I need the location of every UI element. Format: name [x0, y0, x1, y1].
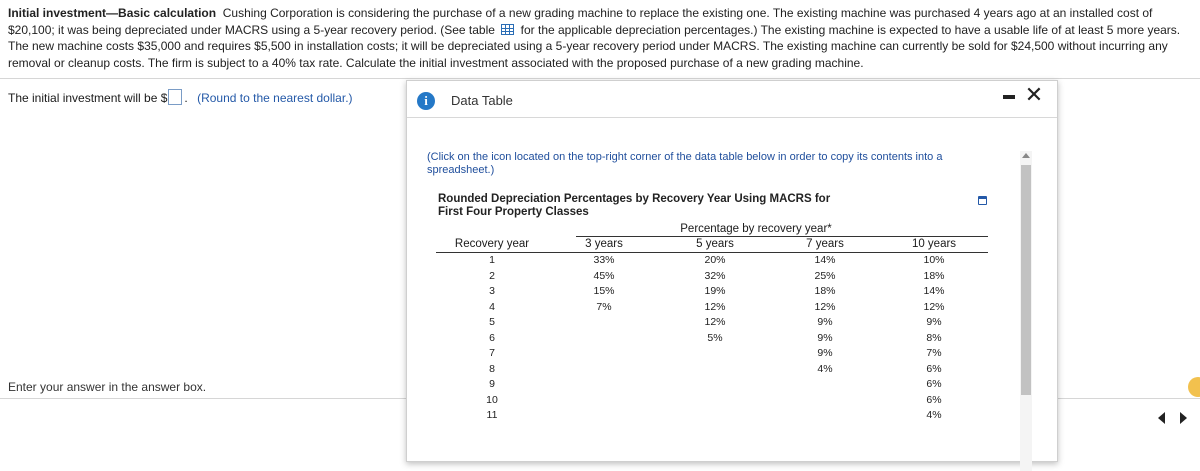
- column-header: 7 years: [770, 238, 880, 253]
- table-cell: [548, 315, 660, 331]
- table-row: [436, 284, 988, 300]
- table-cell: 1: [489, 254, 495, 266]
- table-cell: 45%: [593, 269, 615, 282]
- table-cell: 33%: [593, 254, 615, 266]
- table-cell: 4%: [926, 409, 942, 421]
- table-row: [436, 315, 988, 331]
- table-cell: 12%: [814, 300, 836, 313]
- table-cell: 11: [486, 409, 498, 421]
- table-cell: 12%: [923, 300, 945, 313]
- macrs-table-wrap: [436, 223, 988, 424]
- table-cell: 32%: [704, 269, 726, 282]
- column-header: 5 years: [660, 238, 770, 253]
- table-row: [436, 331, 988, 347]
- table-cell: [660, 362, 770, 378]
- minimize-icon[interactable]: [1003, 95, 1015, 99]
- table-cell: 12%: [704, 316, 726, 328]
- table-row: [436, 393, 988, 409]
- table-cell: 6%: [926, 362, 942, 375]
- problem-text-part2: for the applicable depreciation percentages.) The existing machine is expected to have a usable life of at least 5 more years. The new machine costs $35,000 and requires $5,500 in installation costs; it will be depreciated using a 5-year recovery period under MACRS. The existing machine can currently be sold for $24,500 without incurring any removal or cleanup costs. The firm is subject to a 40% tax rate. Calculate the initial investment associated with the proposed purchase of a new grading machine.: [8, 22, 1181, 70]
- table-cell: [548, 346, 660, 362]
- table-cell: 9%: [926, 316, 942, 328]
- problem-statement: [8, 5, 1192, 71]
- dialog-divider: [407, 117, 1057, 118]
- dialog-body: [427, 151, 1007, 219]
- macrs-table: [436, 238, 988, 424]
- table-row: [436, 408, 988, 424]
- table-cell: 15%: [593, 285, 615, 297]
- table-cell: [770, 408, 880, 424]
- data-table-dialog: [406, 80, 1058, 462]
- problem-title: Initial investment—Basic calculation: [8, 6, 217, 20]
- table-cell: 5: [489, 316, 495, 328]
- enter-answer-text: Enter your answer in the answer box.: [8, 380, 207, 394]
- table-cell: 14%: [814, 254, 836, 266]
- answer-prefix: The initial investment will be $: [8, 91, 168, 105]
- macrs-table-body: [436, 253, 988, 424]
- previous-arrow-icon[interactable]: [1158, 412, 1165, 424]
- dialog-title: Data Table: [451, 93, 513, 108]
- table-cell: 14%: [923, 285, 945, 297]
- scrollbar-thumb[interactable]: [1021, 165, 1031, 395]
- table-cell: 8%: [926, 331, 942, 344]
- table-cell: 25%: [814, 269, 836, 282]
- problem-text-part1: Cushing Corporation is considering the purchase of a new grading machine to replace the existing one. The existing machine was purchased 4 years ago at an installed cost of $20,100; it was being depreciated under MACRS using a 5-year recovery period. (See table: [8, 6, 1153, 37]
- table-cell: 20%: [704, 254, 726, 266]
- table-cell: 18%: [814, 285, 836, 297]
- answer-suffix: .: [184, 91, 188, 105]
- table-row: [436, 362, 988, 378]
- table-cell: 10: [486, 393, 498, 406]
- table-cell: 7%: [926, 347, 942, 359]
- table-cell: 3: [489, 285, 495, 297]
- table-cell: 10%: [923, 254, 945, 266]
- copy-icon[interactable]: [978, 196, 987, 205]
- table-header-row: [436, 238, 988, 253]
- table-cell: [548, 362, 660, 378]
- table-row: [436, 346, 988, 362]
- table-cell: 7%: [596, 300, 612, 313]
- table-cell: 2: [489, 269, 495, 282]
- percentage-header: Percentage by recovery year*: [680, 223, 832, 235]
- table-row: [436, 253, 988, 269]
- table-cell: 18%: [923, 269, 945, 282]
- divider: [0, 78, 1200, 79]
- table-cell: 4: [489, 300, 495, 313]
- scroll-up-arrow-icon[interactable]: [1022, 153, 1030, 158]
- table-cell: 7: [489, 347, 495, 359]
- table-icon[interactable]: [501, 24, 514, 35]
- close-icon[interactable]: ✕: [1024, 82, 1044, 107]
- table-row: [436, 269, 988, 285]
- table-cell: 6%: [926, 378, 942, 390]
- answer-line: [8, 89, 353, 105]
- next-arrow-icon[interactable]: [1180, 412, 1187, 424]
- table-cell: [770, 393, 880, 409]
- table-cell: 9%: [817, 316, 833, 328]
- table-cell: [548, 408, 660, 424]
- answer-input[interactable]: [168, 89, 182, 105]
- table-cell: [548, 331, 660, 347]
- column-header: Recovery year: [436, 238, 548, 253]
- table-cell: 6%: [926, 393, 942, 406]
- copy-instructions: (Click on the icon located on the top-right corner of the data table below in order to copy its contents into a spreadsheet.): [427, 151, 943, 176]
- table-cell: 5%: [707, 331, 723, 344]
- table-cell: [770, 377, 880, 393]
- table-cell: 12%: [704, 300, 726, 313]
- table-cell: 19%: [704, 285, 726, 297]
- help-icon[interactable]: [1188, 377, 1200, 397]
- rounding-hint: (Round to the nearest dollar.): [197, 91, 353, 105]
- table-cell: 9%: [817, 331, 833, 344]
- table-cell: 9%: [817, 347, 833, 359]
- column-header: 10 years: [880, 238, 988, 253]
- table-cell: [660, 377, 770, 393]
- table-cell: 4%: [817, 362, 833, 375]
- table-title: Rounded Depreciation Percentages by Recovery Year Using MACRS for First Four Property Classes: [438, 193, 831, 218]
- header-rule: [576, 236, 988, 237]
- table-cell: [548, 393, 660, 409]
- column-header: 3 years: [548, 238, 660, 253]
- table-row: [436, 377, 988, 393]
- table-cell: 6: [489, 331, 495, 344]
- table-cell: [660, 346, 770, 362]
- table-cell: 8: [489, 362, 495, 375]
- table-cell: [548, 377, 660, 393]
- table-row: [436, 300, 988, 316]
- table-cell: 9: [489, 378, 495, 390]
- table-cell: [660, 393, 770, 409]
- table-cell: [660, 408, 770, 424]
- info-icon: i: [417, 92, 435, 110]
